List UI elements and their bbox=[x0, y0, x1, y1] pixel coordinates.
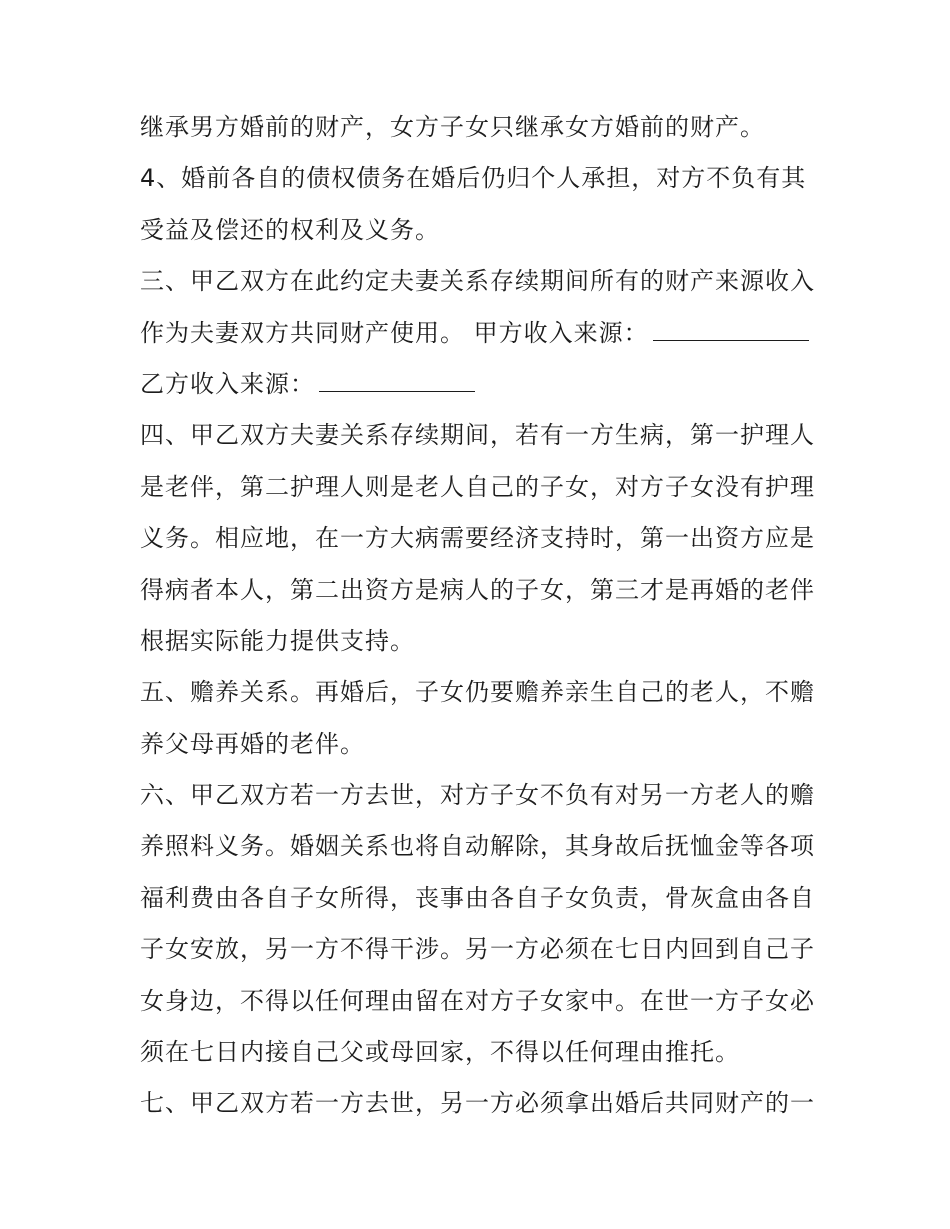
fill-in-blank-party-b-income bbox=[319, 373, 475, 392]
text-line: 得病者本人，第二出资方是病人的子女，第三才是再婚的老伴 bbox=[140, 575, 815, 604]
text-line: 是老伴，第二护理人则是老人自己的子女，对方子女没有护理 bbox=[140, 472, 815, 501]
text-line: 五、赡养关系。再婚后，子女仍要赡养亲生自己的老人，不赡 bbox=[140, 678, 815, 707]
text-line: 四、甲乙双方夫妻关系存续期间，若有一方生病，第一护理人 bbox=[140, 421, 815, 450]
fill-in-blank-party-a-income bbox=[653, 322, 809, 341]
text-line: 七、甲乙双方若一方去世，另一方必须拿出婚后共同财产的一 bbox=[140, 1089, 815, 1118]
text-line: 福利费由各自子女所得，丧事由各自子女负责，骨灰盒由各自 bbox=[140, 883, 815, 912]
text-line-with-blank bbox=[140, 359, 840, 410]
text-line: 养照料义务。婚姻关系也将自动解除，其身故后抚恤金等各项 bbox=[140, 832, 815, 861]
text-line: 六、甲乙双方若一方去世，对方子女不负有对另一方老人的赡 bbox=[140, 781, 815, 810]
text-line: 4、婚前各自的债权债务在婚后仍归个人承担，对方不负有其 bbox=[140, 164, 807, 193]
document-body bbox=[140, 102, 840, 1130]
text-line: 须在七日内接自己父或母回家，不得以任何理由推托。 bbox=[140, 1038, 740, 1067]
text-line: 根据实际能力提供支持。 bbox=[140, 626, 415, 655]
text-line: 受益及偿还的权利及义务。 bbox=[140, 215, 440, 244]
text-line: 养父母再婚的老伴。 bbox=[140, 729, 365, 758]
text-line: 义务。相应地，在一方大病需要经济支持时，第一出资方应是 bbox=[140, 524, 815, 553]
text-line: 子女安放，另一方不得干涉。另一方必须在七日内回到自己子 bbox=[140, 935, 815, 964]
text-line: 继承男方婚前的财产，女方子女只继承女方婚前的财产。 bbox=[140, 113, 765, 141]
text-line: 三、甲乙双方在此约定夫妻关系存续期间所有的财产来源收入 bbox=[140, 267, 815, 296]
label-party-a-income: 作为夫妻双方共同财产使用。 甲方收入来源： bbox=[140, 318, 649, 347]
label-party-b-income: 乙方收入来源： bbox=[140, 369, 315, 398]
text-line: 女身边，不得以任何理由留在对方子女家中。在世一方子女必 bbox=[140, 986, 815, 1015]
text-line-with-blank bbox=[140, 308, 840, 359]
